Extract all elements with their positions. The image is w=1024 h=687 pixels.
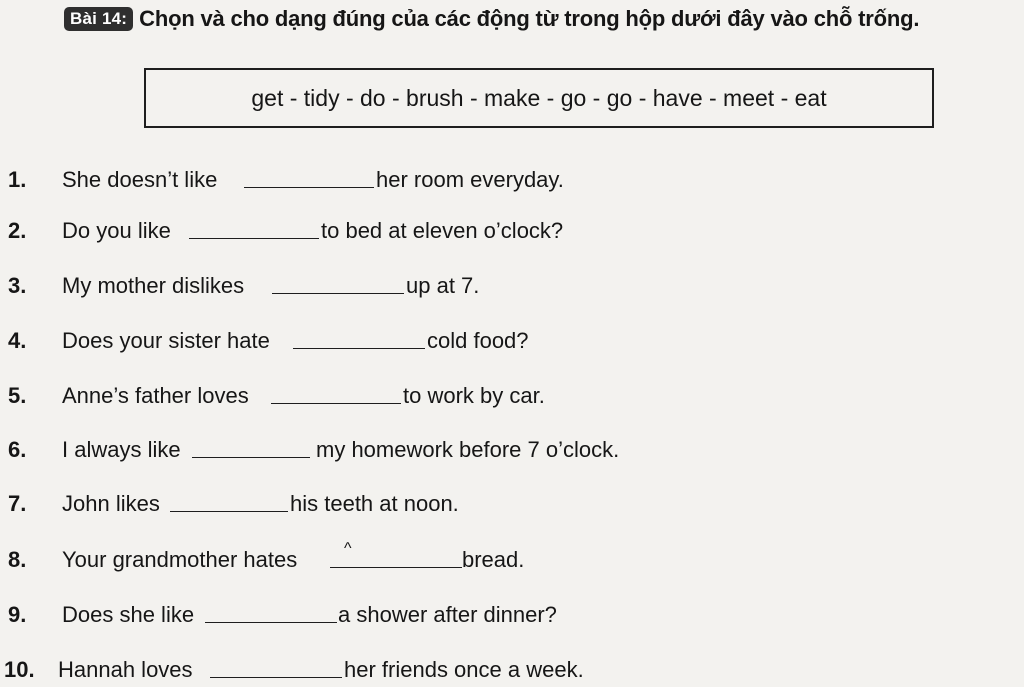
question-number: 5. (8, 383, 27, 408)
question-number: 7. (8, 491, 27, 516)
answer-blank[interactable] (210, 677, 342, 678)
answer-blank[interactable] (205, 622, 337, 623)
question-text-after: her room everyday. (376, 167, 564, 192)
question-text: Does your sister hate (62, 328, 270, 353)
question-text: She doesn’t like (62, 167, 218, 192)
answer-blank[interactable] (244, 187, 374, 188)
answer-blank[interactable] (293, 348, 425, 349)
question-text: Hannah loves (58, 657, 193, 682)
question-number: 9. (8, 602, 27, 627)
question-text-after: cold food? (427, 328, 529, 353)
question-text: Do you like (62, 218, 171, 243)
question-text: Your grandmother hates (62, 547, 298, 572)
answer-blank[interactable] (189, 238, 319, 239)
exercise-instruction: Chọn và cho dạng đúng của các động từ trong hộp dưới đây vào chỗ trống. (139, 6, 920, 31)
question-number: 10. (4, 657, 35, 682)
answer-blank[interactable] (272, 293, 404, 294)
question-text-after: his teeth at noon. (290, 491, 459, 516)
question-text-after: my homework before 7 o’clock. (316, 437, 620, 462)
question-number: 4. (8, 328, 27, 353)
question-text: Anne’s father loves (62, 383, 249, 408)
question-number: 2. (8, 218, 27, 243)
question-number: 6. (8, 437, 27, 462)
question-number: 1. (8, 167, 27, 192)
question-text: John likes (62, 491, 160, 516)
answer-blank[interactable] (192, 457, 310, 458)
question-text: I always like (62, 437, 181, 462)
question-text-after: a shower after dinner? (338, 602, 557, 627)
answer-blank[interactable] (170, 511, 288, 512)
question-text-after: to work by car. (403, 383, 545, 408)
question-text-after: to bed at eleven o’clock? (321, 218, 564, 243)
exercise-badge: Bài 14: (64, 7, 133, 31)
question-text-after: bread. (462, 547, 525, 572)
question-text: My mother dislikes (62, 273, 245, 298)
question-text: Does she like (62, 602, 195, 627)
question-text-after: her friends once a week. (344, 657, 584, 682)
verb-word-box: get - tidy - do - brush - make - go - go - have - meet - eat (144, 68, 934, 128)
handwritten-caret-mark: ^ (344, 540, 352, 557)
answer-blank[interactable] (271, 403, 401, 404)
question-number: 3. (8, 273, 27, 298)
exercise-header (64, 6, 919, 32)
question-text-after: up at 7. (406, 273, 480, 298)
answer-blank[interactable] (330, 567, 462, 568)
question-number: 8. (8, 547, 27, 572)
